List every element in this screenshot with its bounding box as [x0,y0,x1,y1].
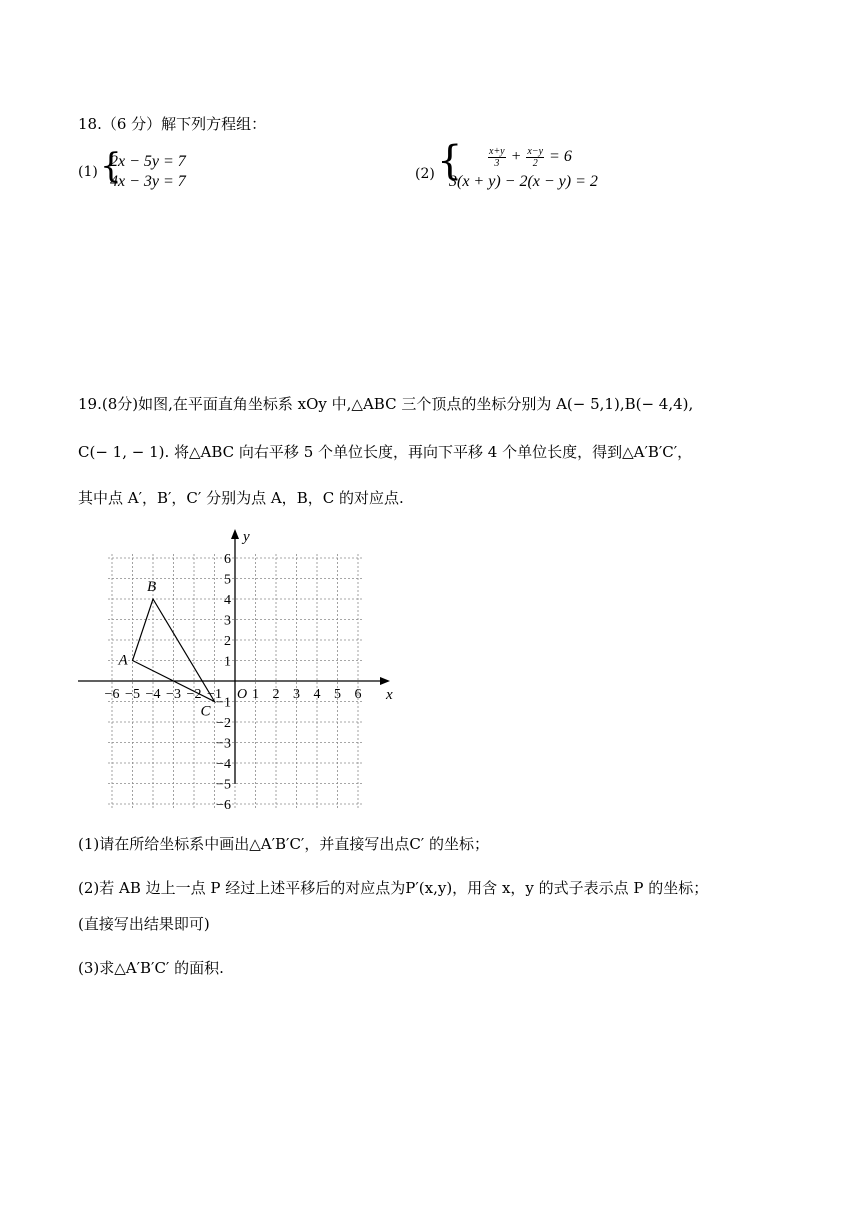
q19-sub2-note: (直接写出结果即可) [78,915,210,933]
x-tick-label: 3 [293,687,300,702]
coordinate-figure [70,525,393,815]
q19-sub2: (2)若 AB 边上一点 P 经过上述平移后的对应点为P′(x,y)，用含 x，y 的式子表示点 P 的坐标； [78,879,709,897]
y-axis-label: y [243,529,250,545]
tick-labels [105,552,362,813]
y-axis-arrow-icon [231,529,239,539]
x-axis-arrow-icon [380,677,390,685]
vertex-label: A [118,652,128,669]
vertex-label: B [147,579,157,595]
fraction-denominator: 3 [494,158,500,169]
left-brace-icon: { [100,146,122,186]
x-tick-label: 2 [272,687,280,702]
plus-sign: + [510,148,522,166]
y-tick-label: −1 [216,695,231,711]
y-tick-label: 5 [224,572,231,588]
origin-label: O [237,687,248,702]
q18-part1-eq1: 2x − 5y = 7 [110,153,186,170]
q18-part2-eq1 [449,146,598,172]
q19-line2: C(− 1, − 1). 将△ABC 向右平移 5 个单位长度，再向下平移 4 个单位长度，得到△A′B′C′， [78,443,693,461]
q18-part1-label: (1) [78,164,98,180]
y-tick-label: 1 [224,654,231,670]
q18-part2-label: (2) [415,166,435,182]
x-tick-label: 6 [354,687,362,702]
x-tick-label: −5 [125,687,140,702]
fraction-numerator: x−y [527,146,544,157]
q19-line3: 其中点 A′，B′，C′ 分别为点 A，B，C 的对应点. [78,489,404,507]
y-tick-label: −6 [216,798,231,813]
q18-heading: 18.（6 分）解下列方程组： [78,115,267,133]
fraction [526,146,544,169]
fraction [488,146,506,169]
q18-part1-eq2: 4x − 3y = 7 [110,173,186,190]
y-tick-label: 4 [224,593,231,608]
y-tick-label: −5 [216,777,231,793]
y-tick-label: −3 [216,736,231,752]
x-tick-label: −1 [207,687,222,702]
x-tick-label: −4 [145,687,161,702]
fraction-denominator: 2 [532,158,538,169]
y-tick-label: 2 [224,634,231,649]
x-tick-label: 4 [313,687,321,702]
x-tick-label: −2 [186,687,202,702]
y-tick-label: 3 [224,613,231,629]
x-tick-label: 1 [252,687,259,702]
x-axis-label: x [386,687,393,703]
x-tick-label: −6 [104,687,120,702]
vertex-label: C [200,703,211,720]
left-brace-icon: { [437,138,463,184]
q18-part2-eq2: 3(x + y) − 2(x − y) = 2 [449,173,598,190]
y-tick-label: −4 [216,757,231,772]
q19-sub3: (3)求△A′B′C′ 的面积. [78,959,224,977]
equation-rhs: = 6 [549,148,572,166]
q18-part1 [78,146,278,196]
y-tick-label: −2 [216,716,231,731]
x-tick-label: −3 [166,687,181,702]
q18-part2 [415,138,675,198]
q19-sub1: (1)请在所给坐标系中画出△A′B′C′，并直接写出点C′ 的坐标； [78,835,489,853]
q19-line1: 19.(8分)如图,在平面直角坐标系 xOy 中,△ABC 三个顶点的坐标分别为 A(− 5,1),B(− 4,4), [78,395,694,413]
fraction-numerator: x+y [489,146,505,157]
y-tick-label: 6 [224,552,231,567]
x-tick-label: 5 [334,687,341,702]
